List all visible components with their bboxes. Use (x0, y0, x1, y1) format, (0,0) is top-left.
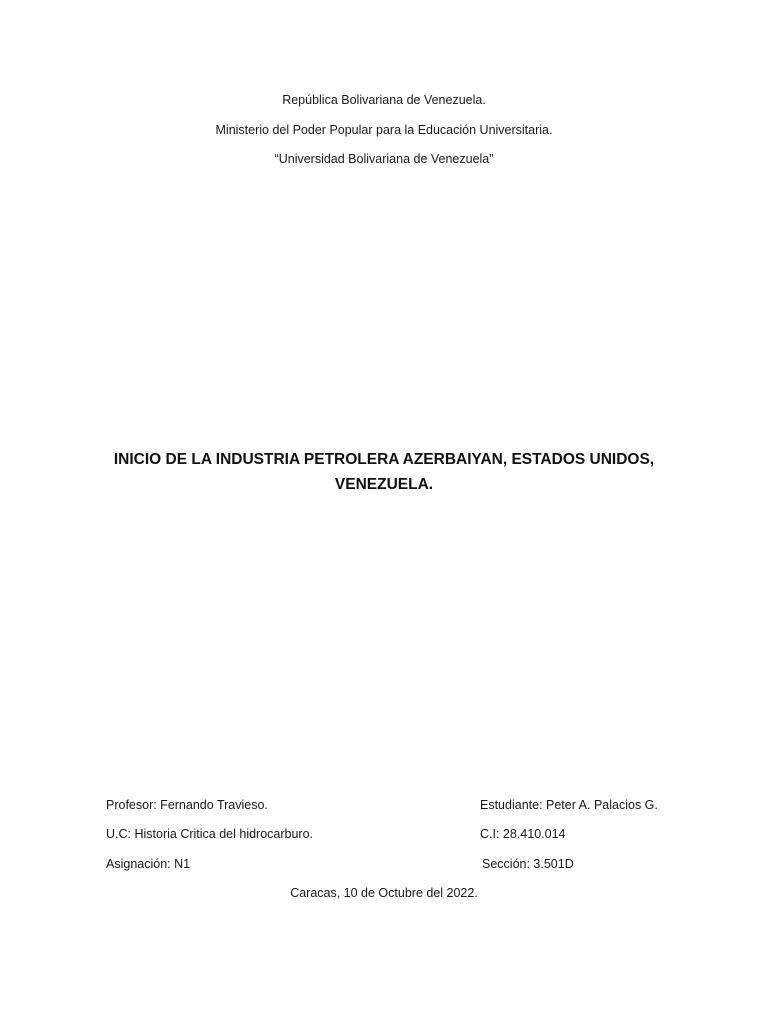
header-republic: República Bolivariana de Venezuela. (282, 93, 486, 107)
student-line: Estudiante: Peter A. Palacios G. (480, 798, 658, 812)
title-line-2: VENEZUELA. (334, 476, 434, 493)
title-line-1: INICIO DE LA INDUSTRIA PETROLERA AZERBAIYAN, ESTADOS UNIDOS, (113, 451, 655, 468)
assignment-line: Asignación: N1 (106, 857, 191, 871)
professor-line: Profesor: Fernando Travieso. (106, 798, 268, 812)
place-date: Caracas, 10 de Octubre del 2022. (290, 886, 478, 900)
header-university: “Universidad Bolivariana de Venezuela” (274, 152, 494, 166)
id-number-line: C.I: 28.410.014 (480, 827, 566, 841)
course-line: U.C: Historia Critica del hidrocarburo. (106, 827, 314, 841)
document-title (110, 447, 658, 497)
section-line: Sección: 3.501D (482, 857, 574, 871)
header-ministry: Ministerio del Poder Popular para la Educación Universitaria. (215, 123, 553, 137)
